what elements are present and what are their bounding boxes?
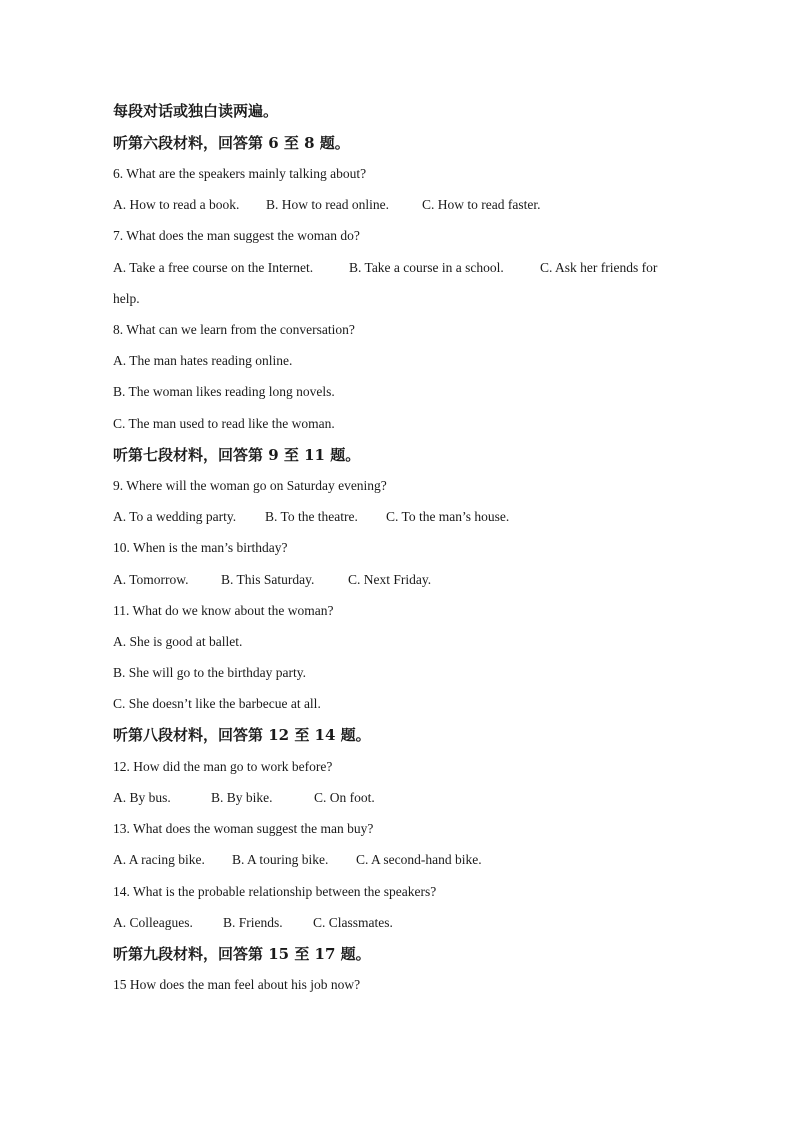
section-heading-6: 听第六段材料，回答第 6 至 8 题。 (113, 134, 350, 152)
option-c: C. How to read faster. (422, 197, 541, 212)
option-b: B. The woman likes reading long novels. (113, 384, 335, 399)
option-c: C. Ask her friends for (540, 260, 658, 275)
section-heading-8: 听第八段材料，回答第 12 至 14 题。 (113, 726, 371, 744)
option-a: A. Take a free course on the Internet. (113, 260, 314, 275)
option-b: B. Friends. (223, 915, 283, 930)
option-c: C. On foot. (314, 790, 375, 805)
option-c-continuation: help. (113, 291, 140, 306)
option-c: C. She doesn’t like the barbecue at all. (113, 696, 321, 711)
option-b: B. To the theatre. (265, 509, 358, 524)
option-b: B. This Saturday. (221, 572, 315, 587)
option-c: C. Next Friday. (348, 572, 432, 587)
option-a: A. Colleagues. (113, 915, 193, 930)
question-9: 9. Where will the woman go on Saturday evening? (113, 478, 387, 493)
option-b: B. How to read online. (266, 197, 389, 212)
option-a: A. She is good at ballet. (113, 634, 243, 649)
question-12: 12. How did the man go to work before? (113, 759, 333, 774)
section-heading-9: 听第九段材料，回答第 15 至 17 题。 (113, 945, 371, 963)
question-11: 11. What do we know about the woman? (113, 603, 334, 618)
option-b: B. Take a course in a school. (349, 260, 504, 275)
question-15: 15 How does the man feel about his job now? (113, 977, 361, 992)
question-13: 13. What does the woman suggest the man buy? (113, 821, 374, 836)
option-a: A. Tomorrow. (113, 572, 189, 587)
option-a: A. To a wedding party. (113, 509, 237, 524)
option-c: C. Classmates. (313, 915, 393, 930)
option-b: B. A touring bike. (232, 852, 329, 867)
question-7: 7. What does the man suggest the woman do? (113, 228, 360, 243)
question-14: 14. What is the probable relationship between the speakers? (113, 884, 437, 899)
option-a: A. By bus. (113, 790, 171, 805)
option-c: C. A second-hand bike. (356, 852, 482, 867)
instruction: 每段对话或独白读两遍。 (113, 102, 279, 120)
question-6: 6. What are the speakers mainly talking about? (113, 166, 367, 181)
question-8: 8. What can we learn from the conversation? (113, 322, 355, 337)
option-a: A. How to read a book. (113, 197, 240, 212)
section-heading-7: 听第七段材料，回答第 9 至 11 题。 (113, 446, 361, 464)
option-a: A. A racing bike. (113, 852, 205, 867)
option-c: C. The man used to read like the woman. (113, 416, 335, 431)
option-c: C. To the man’s house. (386, 509, 510, 524)
option-a: A. The man hates reading online. (113, 353, 293, 368)
option-b: B. By bike. (211, 790, 273, 805)
question-10: 10. When is the man’s birthday? (113, 540, 288, 555)
option-b: B. She will go to the birthday party. (113, 665, 306, 680)
